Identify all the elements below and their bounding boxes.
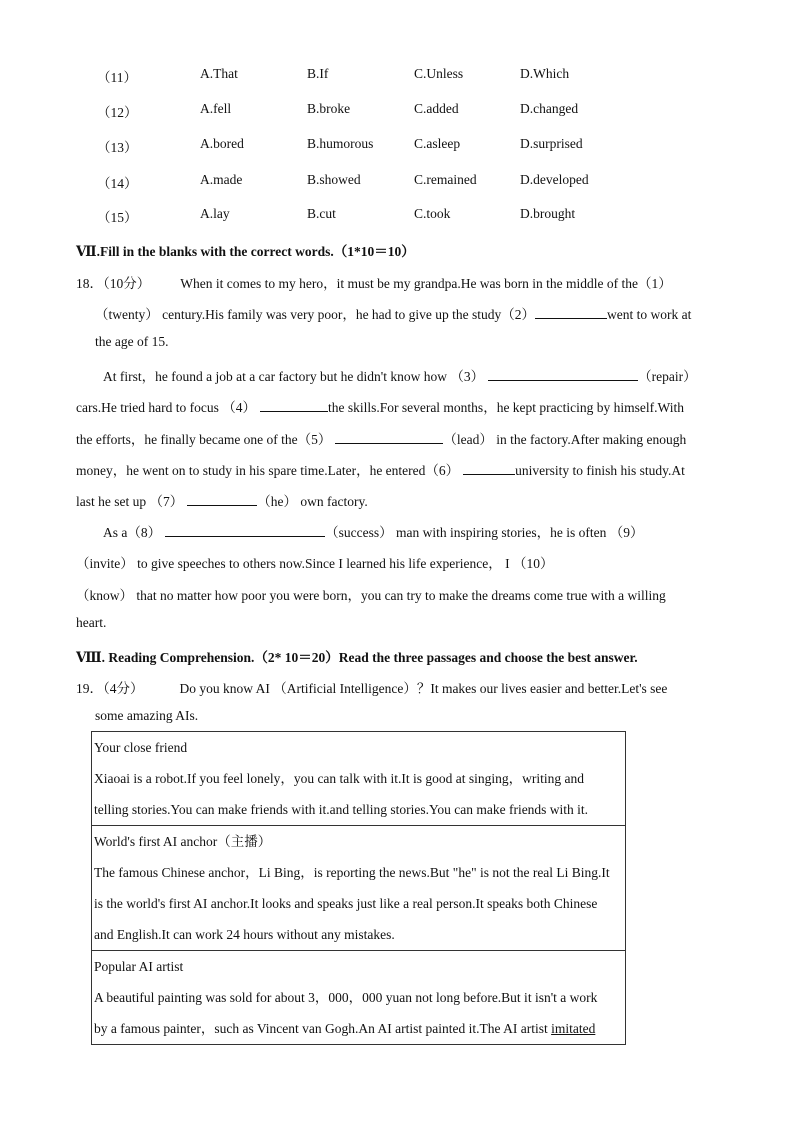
passage-line: A beautiful painting was sold for about 3，000，000 yuan not long before.But it isn't a work (94, 990, 598, 1005)
question-number: （13） (97, 140, 138, 155)
q18-label: 18．（10分） (76, 276, 151, 291)
passage-cell (92, 732, 626, 826)
option-row-15 (0, 206, 794, 226)
question-number: （12） (97, 105, 138, 120)
option-c: C.asleep (414, 136, 461, 151)
option-d: D.changed (520, 101, 579, 116)
option-a: A.That (200, 66, 238, 81)
blank-4[interactable] (260, 399, 328, 412)
q18-line-7: money，he went on to study in his spare time.Later，he entered（6） university to finish his study.At (76, 463, 685, 478)
q18-text: When it comes to my hero，it must be my grandpa.He was born in the middle of the（1） (180, 276, 672, 291)
passage-row-2 (92, 826, 626, 951)
passage-line: is the world's first AI anchor.It looks and speaks just like a real person.It speaks both Chinese (94, 896, 598, 911)
blank-6[interactable] (463, 462, 515, 475)
q18-line-12: heart. (76, 615, 107, 630)
passage-line: by a famous painter，such as Vincent van Gogh.An AI artist painted it.The AI artist imitated (94, 1021, 596, 1036)
q18-line-11: （know） that no matter how poor you were born，you can try to make the dreams come true with a willing (76, 588, 666, 603)
q18-line-5: cars.He tried hard to focus （4） the skills.For several months，he kept practicing by himself.With (76, 400, 684, 415)
reading-passages-table (91, 731, 626, 1045)
option-a: A.fell (200, 101, 232, 116)
option-c: C.took (414, 206, 451, 221)
option-row-13 (0, 136, 794, 156)
passage-title: Your close friend (94, 740, 188, 755)
option-c: C.added (414, 101, 459, 116)
question-number: （11） (97, 70, 137, 85)
blank-7[interactable] (187, 493, 257, 506)
passage-title: World's first AI anchor（主播） (94, 834, 272, 849)
q19-line-2: some amazing AIs. (95, 708, 199, 723)
option-row-11 (0, 66, 794, 86)
option-b: B.broke (307, 101, 351, 116)
q18-line-10: （invite） to give speeches to others now.Since I learned his life experience， I （10） (76, 556, 554, 571)
passage-cell (92, 826, 626, 951)
option-a: A.lay (200, 206, 230, 221)
q18-line-3: the age of 15. (95, 334, 169, 349)
option-d: D.brought (520, 206, 576, 221)
option-row-14 (0, 172, 794, 192)
section-8-heading: Ⅷ. Reading Comprehension.（2* 10＝20）Read the three passages and choose the best answer. (76, 650, 638, 665)
option-d: D.Which (520, 66, 570, 81)
passage-title: Popular AI artist (94, 959, 184, 974)
question-number: （14） (97, 176, 138, 191)
passage-line: and English.It can work 24 hours without any mistakes. (94, 927, 395, 942)
option-a: A.made (200, 172, 243, 187)
passage-row-1 (92, 732, 626, 826)
q18-line-9: As a（8） （success） man with inspiring stories，he is often （9） (103, 525, 644, 540)
passage-row-3 (92, 951, 626, 1045)
passage-cell (92, 951, 626, 1045)
q19-line-1: 19．（4分） Do you know AI （Artificial Intelligence）？It makes our lives easier and better.Let's see (76, 681, 668, 696)
q18-line-1 (76, 272, 718, 292)
option-b: B.If (307, 66, 329, 81)
option-c: C.Unless (414, 66, 464, 81)
q19-label: 19．（4分） (76, 681, 144, 696)
q18-line-2: （twenty） century.His family was very poor，he had to give up the study（2） went to work at (95, 307, 692, 322)
passage-line: Xiaoai is a robot.If you feel lonely，you can talk with it.It is good at singing，writing and (94, 771, 585, 786)
q18-line-4: At first，he found a job at a car factory but he didn't know how （3） （repair） (103, 369, 697, 384)
question-number: （15） (97, 210, 138, 225)
blank-2[interactable] (535, 306, 607, 319)
underlined-word: imitated (551, 1021, 596, 1036)
section-7-heading: Ⅶ.Fill in the blanks with the correct words.（1*10＝10） (76, 244, 415, 259)
option-d: D.surprised (520, 136, 583, 151)
option-row-12 (0, 101, 794, 121)
option-c: C.remained (414, 172, 477, 187)
blank-3[interactable] (488, 368, 638, 381)
option-a: A.bored (200, 136, 244, 151)
passage-line: telling stories.You can make friends with it.and telling stories.You can make friends with it. (94, 802, 589, 817)
option-b: B.cut (307, 206, 336, 221)
q18-line-6: the efforts，he finally became one of the（5） （lead） in the factory.After making enough (76, 432, 687, 447)
q18-line-8: last he set up （7） （he） own factory. (76, 494, 368, 509)
option-b: B.showed (307, 172, 361, 187)
blank-8[interactable] (165, 524, 325, 537)
option-b: B.humorous (307, 136, 374, 151)
passage-line: The famous Chinese anchor，Li Bing，is reporting the news.But "he" is not the real Li Bing.It (94, 865, 610, 880)
blank-5[interactable] (335, 431, 443, 444)
option-d: D.developed (520, 172, 589, 187)
